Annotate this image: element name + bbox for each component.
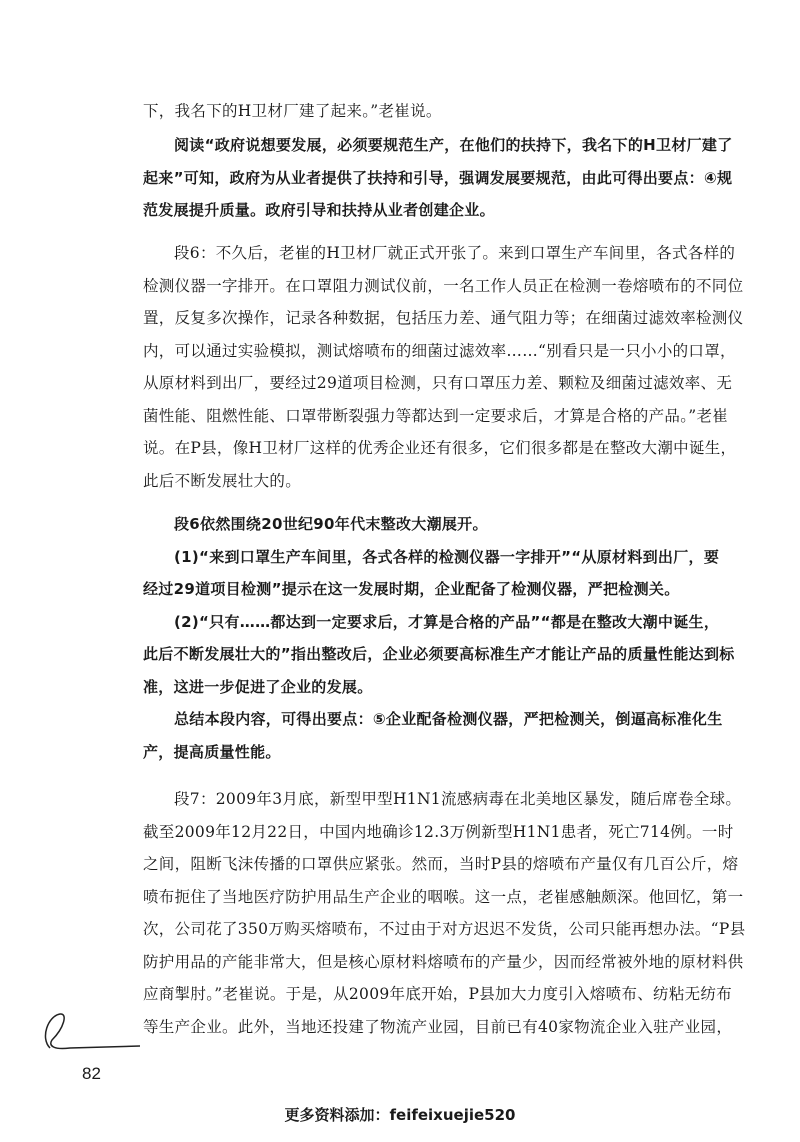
text-line: 此后不断发展壮大的。 bbox=[143, 471, 302, 490]
text-line: 准，这进一步促进了企业的发展。 bbox=[143, 677, 373, 696]
paragraph-intro bbox=[143, 95, 747, 128]
page-number: 82 bbox=[82, 1064, 101, 1083]
text-line: 总结本段内容，可得出要点：⑤企业配备检测仪器，严把检测关，倒逼高标准化生 bbox=[174, 710, 723, 728]
text-line: 内，可以通过实验模拟，测试熔喷布的细菌过滤效率……“别看只是一只小小的口罩， bbox=[143, 341, 736, 360]
text-line: 下，我名下的H卫材厂建了起来。”老崔说。 bbox=[143, 102, 442, 120]
handwritten-mark-icon bbox=[30, 1008, 150, 1058]
analysis-paragraph-6 bbox=[143, 508, 747, 768]
text-line: 截至2009年12月22日，中国内地确诊12.3万例新型H1N1患者，死亡714例。一时 bbox=[143, 822, 734, 841]
text-line: 检测仪器一字排开。在口罩阻力测试仪前，一名工作人员正在检测一卷熔喷布的不同位 bbox=[143, 276, 744, 295]
text-line: 段6依然围绕20世纪90年代末整改大潮展开。 bbox=[174, 515, 488, 533]
text-line: 阅读“政府说想要发展，必须要规范生产，在他们的扶持下，我名下的H卫材厂建了 bbox=[174, 136, 733, 154]
section-6-paragraph bbox=[143, 237, 747, 497]
analysis-paragraph-1 bbox=[143, 129, 747, 227]
text-line: 应商掣肘。”老崔说。于是，从2009年底开始，P县加大力度引入熔喷布、纺粘无纺布 bbox=[143, 985, 733, 1003]
text-line: 经过29道项目检测”提示在这一发展时期，企业配备了检测仪器，严把检测关。 bbox=[143, 580, 680, 598]
section-7-paragraph bbox=[143, 783, 747, 1043]
text-line: 等生产企业。此外，当地还投建了物流产业园，目前已有40家物流企业入驻产业园， bbox=[143, 1017, 733, 1036]
text-line: 置，反复多次操作，记录各种数据，包括压力差、通气阻力等；在细菌过滤效率检测仪 bbox=[143, 309, 744, 327]
text-line: 之间，阻断飞沫传播的口罩供应紧张。然而，当时P县的熔喷布产量仅有几百公斤，熔 bbox=[143, 855, 739, 873]
text-line: 此后不断发展壮大的”指出整改后，企业必须要高标准生产才能让产品的质量性能达到标 bbox=[143, 645, 735, 663]
text-line: 产，提高质量性能。 bbox=[143, 742, 281, 761]
text-line: 喷布扼住了当地医疗防护用品生产企业的咽喉。这一点，老崔感触颇深。他回忆，第一 bbox=[143, 887, 744, 906]
text-line: 菌性能、阻燃性能、口罩带断裂强力等都达到一定要求后，才算是合格的产品。”老崔 bbox=[143, 406, 729, 425]
text-line: 范发展提升质量。政府引导和扶持从业者创建企业。 bbox=[143, 201, 495, 219]
text-line: 段6：不久后，老崔的H卫材厂就正式开张了。来到口罩生产车间里，各式各样的 bbox=[174, 244, 736, 262]
text-line: 防护用品的产能非常大，但是核心原材料熔喷布的产量少，因而经常被外地的原材料供 bbox=[143, 952, 744, 971]
footer-note: 更多资料添加：feifeixuejie520 bbox=[284, 1106, 516, 1124]
text-line: 说。在P县，像H卫材厂这样的优秀企业还有很多，它们很多都是在整改大潮中诞生， bbox=[143, 439, 737, 457]
text-line: 从原材料到出厂，要经过29道项目检测，只有口罩压力差、颗粒及细菌过滤效率、无 bbox=[143, 374, 733, 392]
text-line: (2)“只有……都达到一定要求后，才算是合格的产品”“都是在整改大潮中诞生， bbox=[174, 612, 720, 631]
text-line: 起来”可知，政府为从业者提供了扶持和引导，强调发展要规范，由此可得出要点：④规 bbox=[143, 168, 733, 187]
text-line: 段7：2009年3月底，新型甲型H1N1流感病毒在北美地区暴发，随后席卷全球。 bbox=[174, 790, 742, 808]
text-line: 次，公司花了350万购买熔喷布，不过由于对方迟迟不发货，公司只能再想办法。“P县 bbox=[143, 920, 746, 938]
text-line: (1)“来到口罩生产车间里，各式各样的检测仪器一字排开”“从原材料到出厂，要 bbox=[174, 547, 720, 566]
